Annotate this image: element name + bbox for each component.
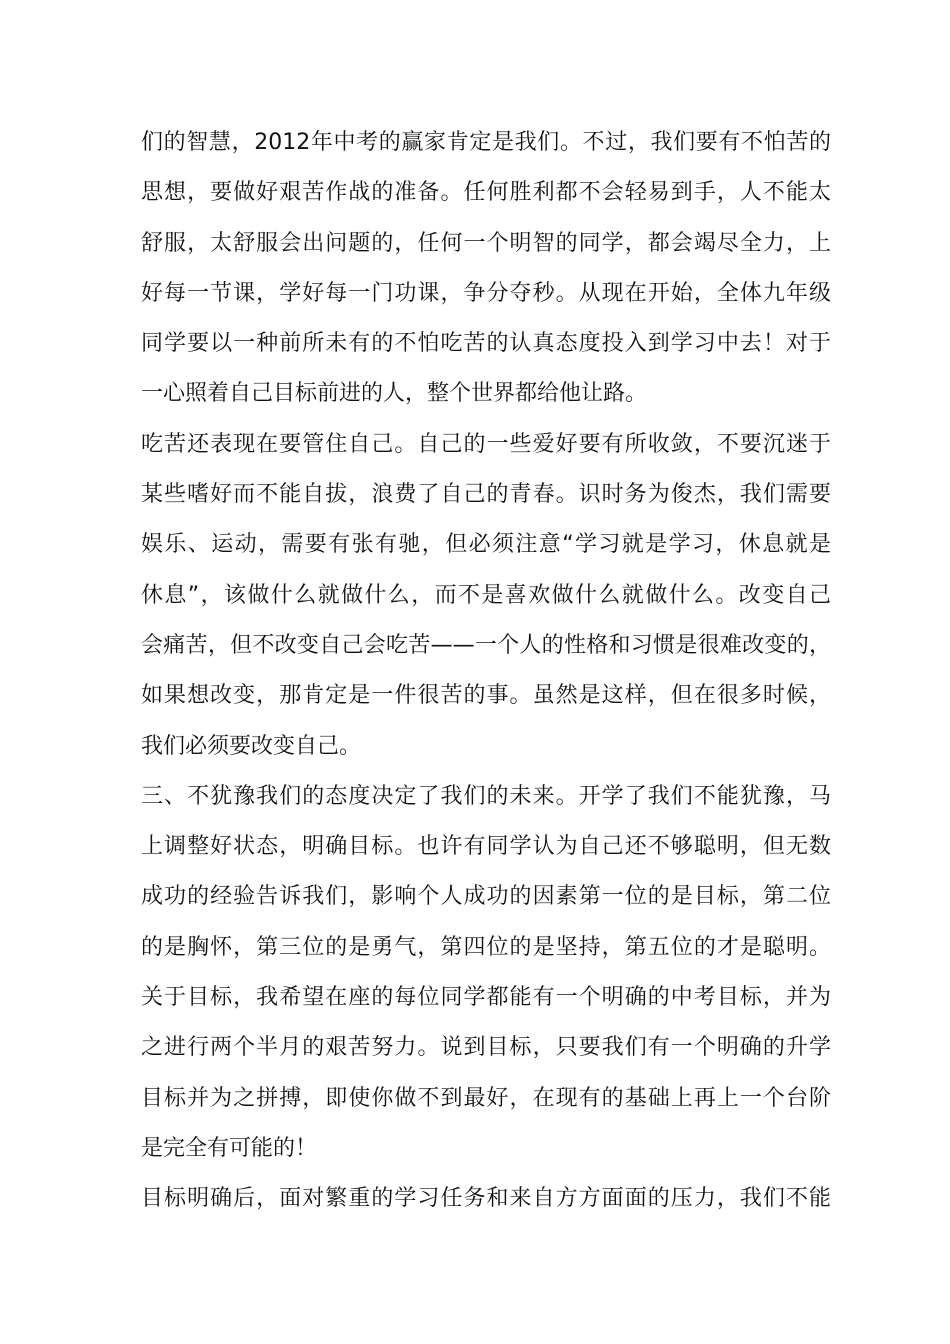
text-line-2: 思想，要做好艰苦作战的准备。任何胜利都不会轻易到手，人不能太 bbox=[141, 180, 831, 206]
text-line-22: 目标明确后，面对繁重的学习任务和来自方方面面的压力，我们不能 bbox=[141, 1186, 831, 1212]
text-line-14: 三、不犹豫我们的态度决定了我们的未来。开学了我们不能犹豫，马 bbox=[141, 783, 831, 809]
text-line-1: 们的智慧，2012年中考的赢家肯定是我们。不过，我们要有不怕苦的 bbox=[141, 130, 831, 155]
text-line-20: 目标并为之拼搏，即使你做不到最好，在现有的基础上再上一个台阶 bbox=[141, 1085, 831, 1111]
text-line-21: 是完全有可能的！ bbox=[141, 1135, 318, 1161]
text-line-4: 好每一节课，学好每一门功课，争分夺秒。从现在开始，全体九年级 bbox=[141, 280, 831, 306]
text-line-15: 上调整好状态，明确目标。也许有同学认为自己还不够聪明，但无数 bbox=[141, 834, 831, 860]
text-line-7: 吃苦还表现在要管住自己。自己的一些爱好要有所收敛，不要沉迷于 bbox=[141, 431, 831, 457]
text-line-18: 关于目标，我希望在座的每位同学都能有一个明确的中考目标，并为 bbox=[141, 985, 831, 1011]
text-line-19: 之进行两个半月的艰苦努力。说到目标，只要我们有一个明确的升学 bbox=[141, 1035, 831, 1061]
text-line-10: 休息”，该做什么就做什么，而不是喜欢做什么就做什么。改变自己 bbox=[141, 582, 831, 608]
text-line-16: 成功的经验告诉我们，影响个人成功的因素第一位的是目标，第二位 bbox=[141, 884, 831, 910]
text-line-17: 的是胸怀，第三位的是勇气，第四位的是坚持，第五位的才是聪明。 bbox=[141, 934, 831, 960]
text-line-8: 某些嗜好而不能自拔，浪费了自己的青春。识时务为俊杰，我们需要 bbox=[141, 482, 831, 508]
text-line-6: 一心照着自己目标前进的人，整个世界都给他让路。 bbox=[141, 381, 648, 407]
text-line-13: 我们必须要改变自己。 bbox=[141, 733, 362, 759]
text-line-3: 舒服，太舒服会出问题的，任何一个明智的同学，都会竭尽全力，上 bbox=[141, 230, 831, 256]
text-line-11: 会痛苦，但不改变自己会吃苦——一个人的性格和习惯是很难改变的， bbox=[141, 632, 831, 658]
text-line-5: 同学要以一种前所未有的不怕吃苦的认真态度投入到学习中去！对于 bbox=[141, 331, 831, 357]
body-text bbox=[141, 118, 831, 1225]
text-line-9: 娱乐、运动，需要有张有驰，但必须注意“学习就是学习，休息就是 bbox=[141, 532, 831, 558]
text-line-12: 如果想改变，那肯定是一件很苦的事。虽然是这样，但在很多时候， bbox=[141, 683, 831, 709]
